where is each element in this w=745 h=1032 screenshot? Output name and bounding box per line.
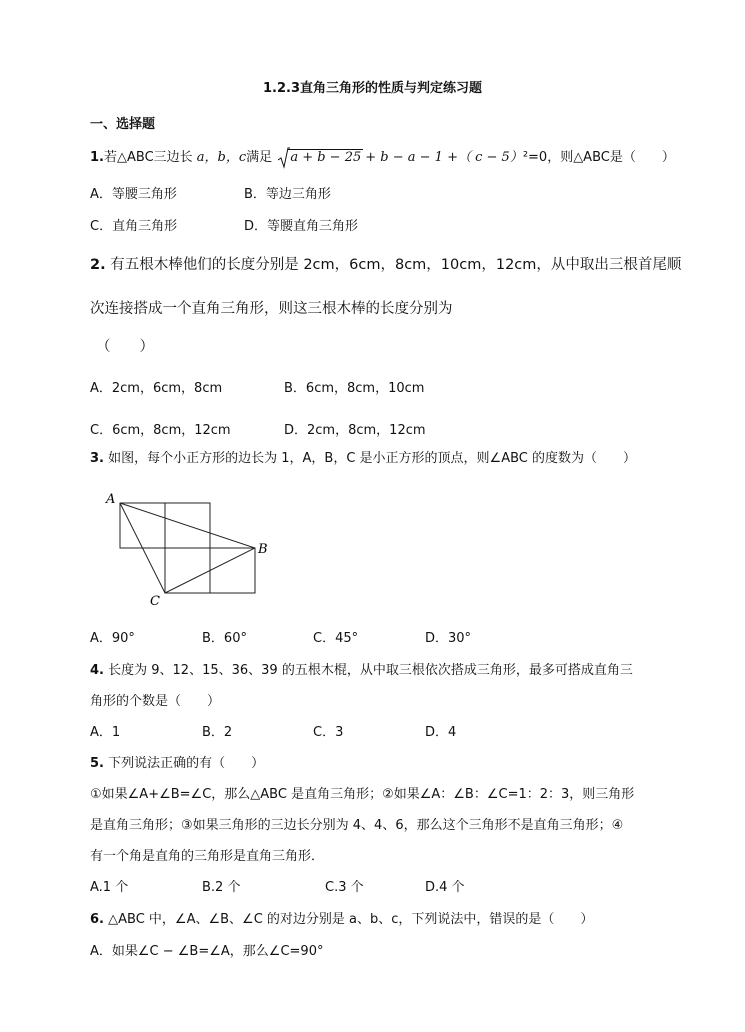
option-b: B.2 个 [202,880,241,895]
radicand: a + b − 25 [290,150,362,165]
question-text: ²=0，则△ABC是（ ） [522,150,675,165]
option-c: C.3 个 [325,880,364,895]
option-c: C．直角三角形 [90,219,178,234]
question-1 [90,149,675,167]
sqrt-expression [278,149,363,167]
section-heading: 一、选择题 [90,117,156,132]
question-text: 如图，每个小正方形的边长为 1，A，B，C 是小正方形的顶点，则∠ABC 的度数为（ ） [108,451,636,466]
question-3 [90,450,636,468]
question-number: 6. [90,912,104,927]
option-b: B．2 [202,725,233,740]
grid-figure [100,488,285,613]
option-c: C．3 [313,725,344,740]
question-text: 角形的个数是（ ） [90,694,221,709]
grid-lines [120,503,255,593]
page-title: 1.2.3直角三角形的性质与判定练习题 [262,81,482,96]
question-4 [90,662,633,680]
question-2 [90,256,681,274]
abs-expression: + b − a − 1 +（ c − 5） [365,150,523,165]
question-number: 1. [90,150,104,165]
label-b: B [258,542,268,557]
question-number: 4. [90,663,104,678]
option-a: A．90° [90,631,135,646]
question-text: 长度为 9、12、15、36、39 的五根木棍，从中取三根依次搭成三角形，最多可搭成直角三 [108,663,633,678]
question-5 [90,755,264,773]
question-number: 3. [90,451,104,466]
option-d: D．等腰直角三角形 [244,219,359,234]
option-b: B．60° [202,631,247,646]
option-d: D．4 [425,725,457,740]
option-a: A．如果∠C − ∠B=∠A，那么∠C=90° [90,944,324,959]
option-a: A．2cm，6cm，8cm [90,381,223,396]
question-text: 满足 [246,150,273,165]
question-text: 有五根木棒他们的长度分别是 2cm，6cm，8cm，10cm，12cm，从中取出三根首尾顺 [110,257,682,273]
option-c: C．6cm，8cm，12cm [90,423,231,438]
option-b: B．6cm，8cm，10cm [284,381,425,396]
question-text: 有一个角是直角的三角形是直角三角形． [90,849,325,864]
option-d: D．2cm，8cm，12cm [284,423,426,438]
question-text: 若△ABC三边长 [103,150,193,165]
question-text: △ABC 中，∠A、∠B、∠C 的对边分别是 a、b、c，下列说法中，错误的是（ ） [108,912,594,927]
option-a: A．1 [90,725,121,740]
option-a: A.1 个 [90,880,129,895]
question-text: 下列说法正确的有（ ） [108,756,265,771]
radical-sign [278,147,290,169]
segment-ab [120,503,255,548]
question-text: ①如果∠A+∠B=∠C，那么△ABC 是直角三角形；②如果∠A：∠B：∠C=1：2：3，则三角形 [90,787,635,802]
question-6 [90,911,593,929]
option-d: D．30° [425,631,472,646]
question-number: 5. [90,756,104,771]
option-b: B．等边三角形 [244,187,331,202]
question-text: 是直角三角形；③如果三角形的三边长分别为 4、4、6，那么这个三角形不是直角三角形；④ [90,818,624,833]
option-a: A．等腰三角形 [90,187,177,202]
question-vars: a，b，c [196,150,247,165]
answer-paren: （ ） [96,339,154,355]
label-a: A [106,492,116,507]
option-c: C．45° [313,631,359,646]
question-text: 次连接搭成一个直角三角形，则这三根木棒的长度分别为 [90,301,453,317]
question-number: 2. [90,257,106,273]
label-c: C [150,594,160,609]
option-d: D.4 个 [425,880,465,895]
